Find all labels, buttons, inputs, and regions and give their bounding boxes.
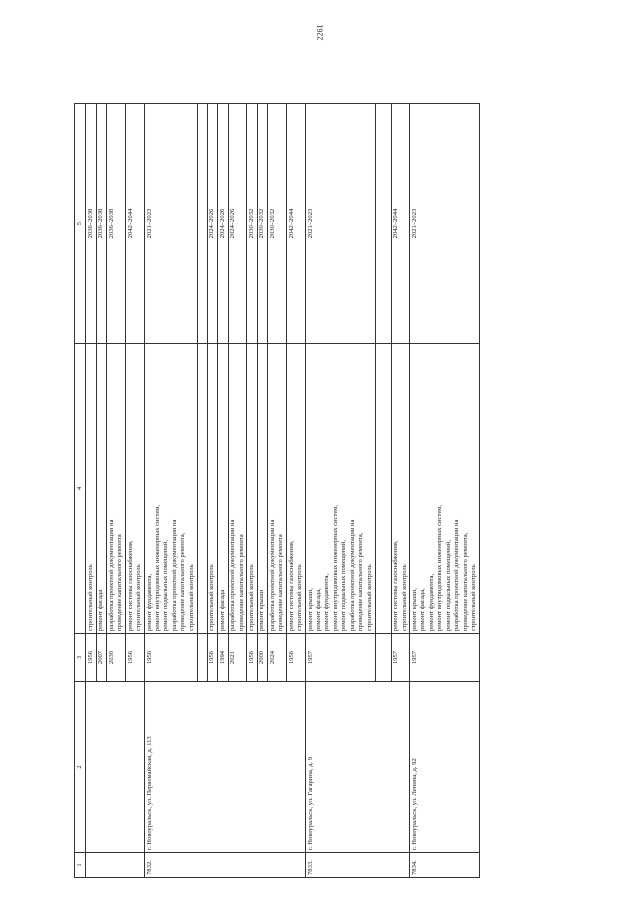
year-cell: 1956 [86, 634, 96, 682]
work-cell: разработка проектной документации на проведение капитального ремонта [228, 344, 247, 634]
capital-repair-table [74, 103, 480, 878]
work-cell: строительный контроль [247, 344, 257, 634]
period-cell: 2042–2044 [391, 104, 410, 344]
period-cell: 2021–2023 [410, 104, 480, 344]
empty-cell [197, 634, 207, 682]
object-address: г. Новоуральск, ул. Гагарина, д. 9 [306, 682, 410, 853]
work-cell: ремонт системы газоснабжения, строительный контроль [391, 344, 410, 634]
period-cell: 2024–2026 [228, 104, 247, 344]
period-cell: 2042–2044 [287, 104, 306, 344]
period-cell: 2042–2044 [126, 104, 145, 344]
year-cell: 1994 [218, 634, 228, 682]
table-row [86, 104, 96, 878]
rotated-table-container [74, 104, 586, 878]
object-address: г. Новоуральск, ул. Ленина, д. 92 [410, 682, 480, 853]
period-cell: 2036–2038 [96, 104, 106, 344]
column-header: 2 [75, 682, 86, 853]
object-number: 7832. [145, 853, 306, 878]
empty-cell [197, 104, 207, 344]
header-row [75, 104, 86, 878]
year-cell: 2007 [96, 634, 106, 682]
work-cell: ремонт системы газоснабжения, строительный контроль [126, 344, 145, 634]
object-address: г. Новоуральск, ул. Первомайская, д. 113 [145, 682, 306, 853]
column-header: 4 [75, 344, 86, 634]
table-row [145, 104, 198, 878]
empty-cell [375, 344, 391, 634]
column-header: 5 [75, 104, 86, 344]
year-cell: 2000 [257, 634, 267, 682]
work-cell: разработка проектной документации на проведение капитального ремонта [107, 344, 126, 634]
year-cell: 1957 [306, 634, 376, 682]
year-cell: 2030 [107, 634, 126, 682]
year-cell: 1957 [391, 634, 410, 682]
work-cell: ремонт крыши, ремонт фасада, ремонт фундамента, ремонт внутридомовых инженерных систем, ремонт подвальных помещений, разработка проектной документации на проведение капитального ремонта, строительный контроль [410, 344, 480, 634]
work-cell: строительный контроль [207, 344, 217, 634]
period-cell: 2021–2023 [306, 104, 376, 344]
table-row [410, 104, 480, 878]
year-cell: 1956 [287, 634, 306, 682]
period-cell: 2024–2026 [218, 104, 228, 344]
period-cell: 2036–2038 [86, 104, 96, 344]
work-cell: строительный контроль [86, 344, 96, 634]
year-cell: 1956 [207, 634, 217, 682]
object-number: 7834. [410, 853, 480, 878]
object-address [86, 682, 145, 853]
work-cell: ремонт крыши, ремонт фасада, ремонт фундамента, ремонт внутридомовых инженерных систем, ремонт подвальных помещений, разработка проектной документации на проведение капитального ремонта, строительный контроль [306, 344, 376, 634]
column-header: 3 [75, 634, 86, 682]
work-cell: ремонт фасада [218, 344, 228, 634]
empty-cell [197, 344, 207, 634]
year-cell: 1956 [145, 634, 198, 682]
period-cell: 2036–2038 [107, 104, 126, 344]
column-header: 1 [75, 853, 86, 878]
year-cell: 1956 [126, 634, 145, 682]
year-cell: 2024 [268, 634, 287, 682]
empty-cell [375, 104, 391, 344]
object-number [86, 853, 145, 878]
year-cell: 2021 [228, 634, 247, 682]
period-cell: 2021–2023 [145, 104, 198, 344]
period-cell: 2024–2026 [207, 104, 217, 344]
work-cell: ремонт фундамента, ремонт внутридомовых инженерных систем, ремонт подвальных помещений, разработка проектной документации на проведение капитального ремонта, строительный контроль [145, 344, 198, 634]
period-cell: 2030–2032 [247, 104, 257, 344]
period-cell: 2030–2032 [257, 104, 267, 344]
table-row [306, 104, 376, 878]
year-cell: 1957 [410, 634, 480, 682]
work-cell: ремонт крыши [257, 344, 267, 634]
empty-cell [375, 634, 391, 682]
page-number: 2261 [315, 24, 325, 41]
work-cell: ремонт системы газоснабжения, строительный контроль [287, 344, 306, 634]
work-cell: разработка проектной документации на проведение капитального ремонта [268, 344, 287, 634]
work-cell: ремонт фасада [96, 344, 106, 634]
year-cell: 1956 [247, 634, 257, 682]
period-cell: 2030–2032 [268, 104, 287, 344]
object-number: 7833. [306, 853, 410, 878]
